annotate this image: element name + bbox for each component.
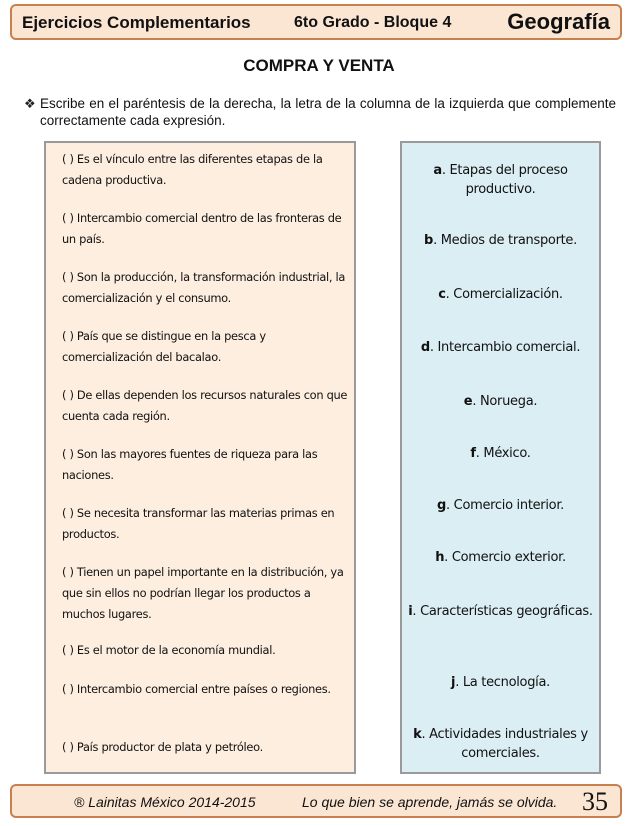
option-item <box>402 392 599 411</box>
option-letter: k <box>413 727 422 742</box>
option-item <box>402 444 599 463</box>
option-letter: f <box>470 446 476 461</box>
header-subject-label: Geografía <box>507 9 610 34</box>
page-number: 35 <box>582 787 608 816</box>
option-text: . Etapas del proceso productivo. <box>441 163 568 197</box>
page-footer <box>10 784 622 818</box>
instruction-text: Escribe en el paréntesis de la derecha, la letra de la columna de la izquierda que complemente correctamente cada expresión. <box>40 96 616 128</box>
page-header <box>10 4 622 40</box>
page-title: COMPRA Y VENTA <box>243 56 395 75</box>
option-letter: c <box>438 287 446 302</box>
option-letter: j <box>451 675 456 690</box>
option-letter: h <box>435 550 445 565</box>
option-item <box>402 285 599 304</box>
option-text: . La tecnología. <box>455 675 550 690</box>
statements-box <box>44 141 356 774</box>
option-text: . México. <box>475 446 531 461</box>
option-item <box>402 548 599 567</box>
option-item <box>402 673 599 692</box>
diamond-bullet-icon: ❖ <box>24 96 36 111</box>
statement-item: ( ) Tienen un papel importante en la distribución, ya que sin ellos no podrían llegar los productos a muchos lugares. <box>62 565 344 621</box>
option-text: . Noruega. <box>472 394 538 409</box>
option-text: . Comercialización. <box>445 287 563 302</box>
statement-item: ( ) Se necesita transformar las materias primas en productos. <box>62 506 335 541</box>
option-letter: e <box>463 394 473 409</box>
option-text: . Medios de transporte. <box>433 233 577 248</box>
option-item <box>402 602 599 621</box>
statement-item: ( ) País que se distingue en la pesca y comercialización del bacalao. <box>62 329 266 364</box>
statement-item: ( ) Son la producción, la transformación industrial, la comercialización y el consumo. <box>62 270 346 305</box>
statement-item: ( ) País productor de plata y petróleo. <box>62 740 263 754</box>
option-text: . Comercio exterior. <box>444 550 566 565</box>
statement-item: ( ) De ellas dependen los recursos naturales con que cuenta cada región. <box>62 388 348 423</box>
option-text: . Comercio interior. <box>446 498 565 513</box>
option-letter: d <box>420 340 430 355</box>
options-box <box>400 141 601 774</box>
option-text: . Actividades industriales y comerciales. <box>421 727 588 761</box>
statement-item: ( ) Intercambio comercial entre países o regiones. <box>62 682 331 696</box>
option-item <box>402 725 599 763</box>
option-letter: b <box>424 233 434 248</box>
option-item <box>402 161 599 199</box>
header-grade-label: 6to Grado - Bloque 4 <box>294 14 452 31</box>
option-text: . Características geográficas. <box>412 604 593 619</box>
statement-item: ( ) Son las mayores fuentes de riqueza para las naciones. <box>62 447 318 482</box>
footer-motto: Lo que bien se aprende, jamás se olvida. <box>302 794 558 810</box>
header-series-label: Ejercicios Complementarios <box>22 13 251 32</box>
footer-copyright: ® Lainitas México 2014-2015 <box>74 794 256 810</box>
option-text: . Intercambio comercial. <box>429 340 581 355</box>
statement-item: ( ) Es el vínculo entre las diferentes etapas de la cadena productiva. <box>62 152 323 187</box>
statement-item: ( ) Intercambio comercial dentro de las fronteras de un país. <box>62 211 342 246</box>
option-item <box>402 231 599 250</box>
option-letter: i <box>408 604 413 619</box>
option-item <box>402 496 599 515</box>
option-item <box>402 338 599 357</box>
statement-item: ( ) Es el motor de la economía mundial. <box>62 643 276 657</box>
option-letter: g <box>436 498 446 513</box>
option-letter: a <box>433 163 442 178</box>
